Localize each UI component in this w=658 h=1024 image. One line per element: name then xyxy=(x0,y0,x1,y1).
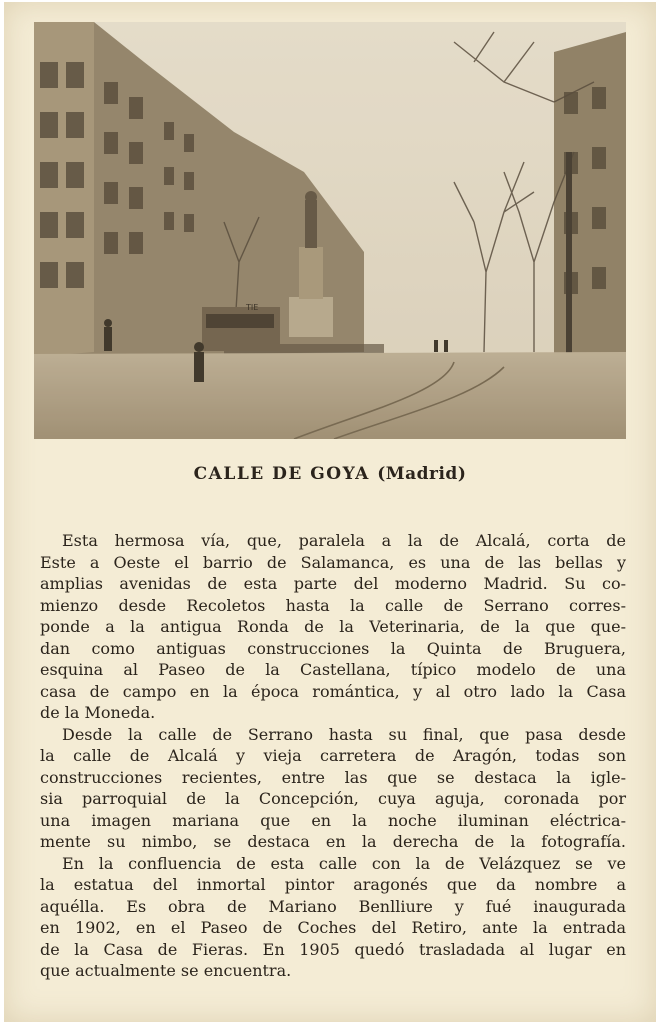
text-line: aquélla. Es obra de Mariano Benlliure y fué inaugurada xyxy=(40,896,626,916)
tram-shop-sign: TIE xyxy=(246,303,259,312)
description-text xyxy=(40,530,626,982)
text-line: de la Casa de Fieras. En 1905 quedó trasladada al lugar en xyxy=(40,939,626,959)
street-photograph xyxy=(34,22,626,439)
text-line: que actualmente se encuentra. xyxy=(40,961,292,980)
text-line: mente su nimbo, se destaca en la derecha de la fotografía. xyxy=(40,832,626,851)
postcard xyxy=(4,2,656,1022)
text-line: amplias avenidas de esta parte del moderno Madrid. Su co- xyxy=(40,574,626,593)
text-line: dan como antiguas construcciones la Quinta de Bruguera, xyxy=(40,638,626,658)
photo-caption xyxy=(4,464,656,484)
text-line: esquina al Paseo de la Castellana, típico modelo de una xyxy=(40,660,626,679)
text-line: mienzo desde Recoletos hasta la calle de Serrano corres- xyxy=(40,595,626,615)
text-line: ponde a la antigua Ronda de la Veterinaria, de la que que- xyxy=(40,617,626,636)
text-line: de la Moneda. xyxy=(40,703,156,722)
text-line: sia parroquial de la Concepción, cuya aguja, coronada por xyxy=(40,789,626,808)
text-line: una imagen mariana que en la noche iluminan eléctrica- xyxy=(40,810,626,830)
caption-city: (Madrid) xyxy=(377,464,467,484)
text-line: en 1902, en el Paseo de Coches del Retiro, ante la entrada xyxy=(40,918,626,937)
text-line: la estatua del inmortal pintor aragonés que da nombre a xyxy=(40,875,626,894)
caption-title: CALLE DE GOYA xyxy=(193,464,370,484)
text-line: Este a Oeste el barrio de Salamanca, es una de las bellas y xyxy=(40,552,626,572)
text-line: la calle de Alcalá y vieja carretera de Aragón, todas son xyxy=(40,746,626,765)
text-line: Desde la calle de Serrano hasta su final, que pasa desde xyxy=(62,724,626,744)
text-line: construcciones recientes, entre las que se destaca la igle- xyxy=(40,767,626,787)
text-line: En la confluencia de esta calle con la de Velázquez se ve xyxy=(62,853,626,873)
street-scene-illustration xyxy=(34,22,626,439)
text-line: casa de campo en la época romántica, y al otro lado la Casa xyxy=(40,681,626,701)
text-line: Esta hermosa vía, que, paralela a la de Alcalá, corta de xyxy=(62,531,626,550)
